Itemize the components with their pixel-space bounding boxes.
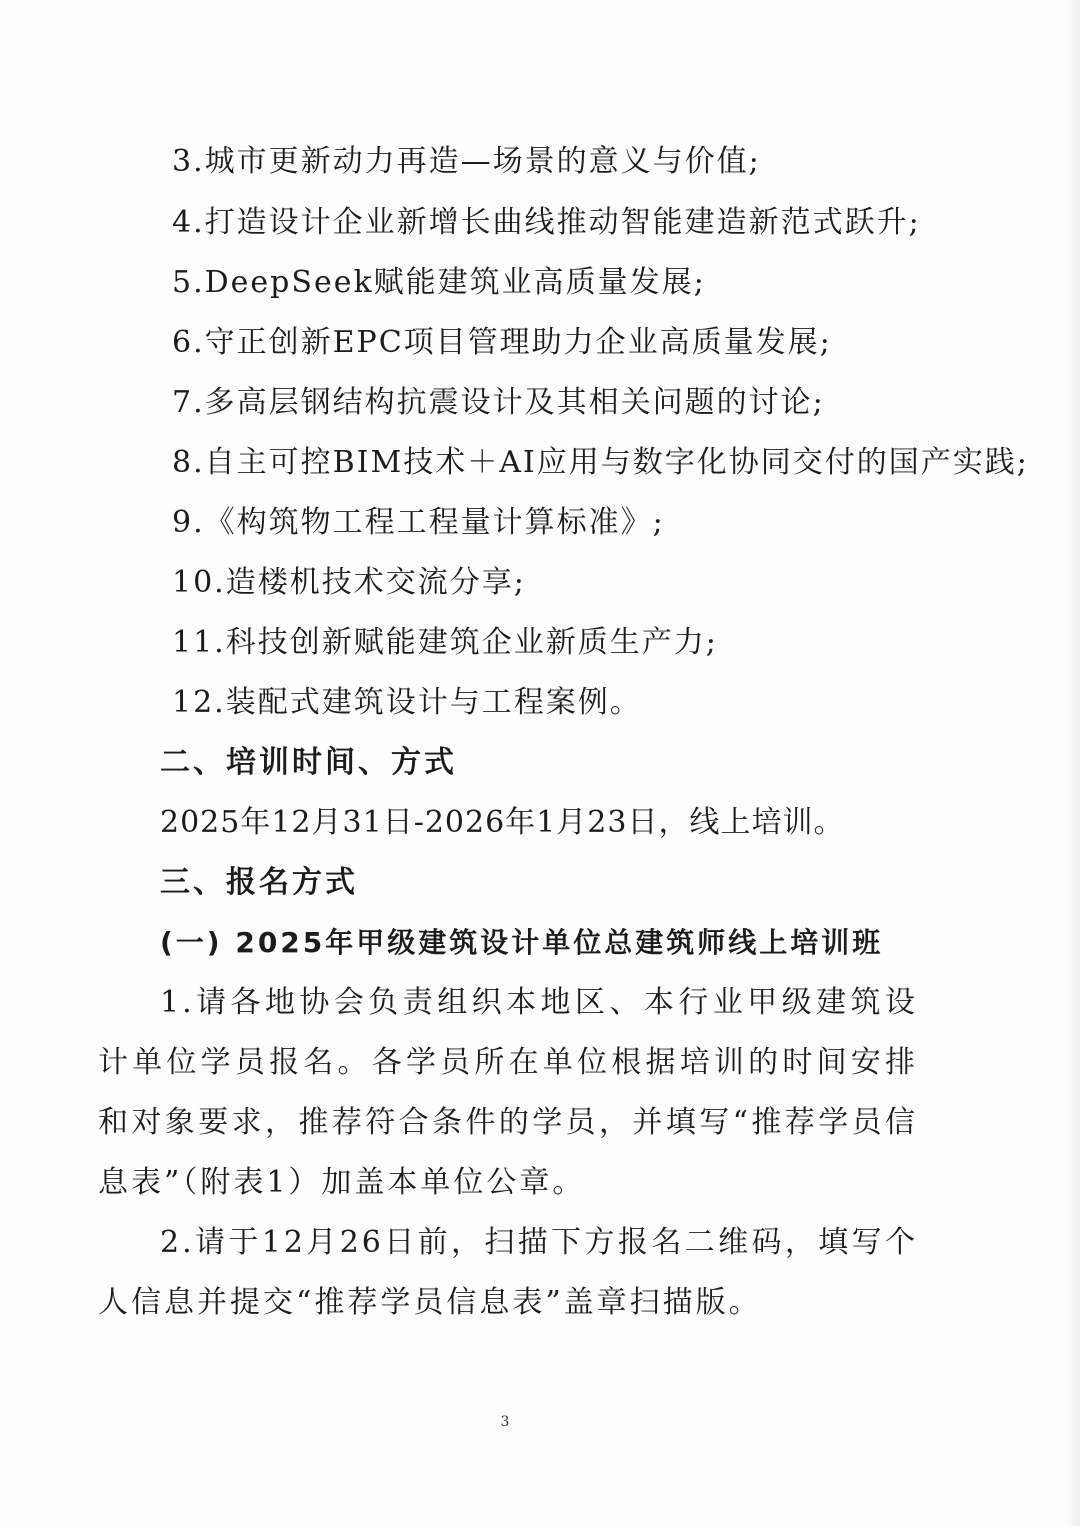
paragraph-registration-1: 1.请各地协会负责组织本地区、本行业甲级建筑设计单位学员报名。各学员所在单位根据培训的时间安排和对象要求，推荐符合条件的学员，并填写“推荐学员信息表”（附表1）加盖本单位公章。 bbox=[98, 985, 918, 1200]
list-item: 3.城市更新动力再造—场景的意义与价值; bbox=[172, 144, 761, 179]
list-item: 8.自主可控BIM技术＋AI应用与数字化协同交付的国产实践; bbox=[172, 445, 1029, 480]
list-item: 11.科技创新赋能建筑企业新质生产力; bbox=[172, 625, 718, 660]
section-heading-registration: 三、报名方式 bbox=[160, 865, 358, 900]
list-item: 6.守正创新EPC项目管理助力企业高质量发展; bbox=[172, 325, 832, 360]
list-item: 4.打造设计企业新增长曲线推动智能建造新范式跃升; bbox=[172, 205, 921, 240]
list-item: 7.多高层钢结构抗震设计及其相关问题的讨论; bbox=[172, 385, 825, 420]
list-item: 10.造楼机技术交流分享; bbox=[172, 565, 526, 600]
list-item: 9.《构筑物工程工程量计算标准》; bbox=[172, 505, 665, 540]
training-date-text: 2025年12月31日-2026年1月23日，线上培训。 bbox=[160, 805, 845, 840]
list-item: 12.装配式建筑设计与工程案例。 bbox=[172, 685, 642, 720]
section-heading-training-time: 二、培训时间、方式 bbox=[160, 745, 457, 780]
page-edge-shadow bbox=[1066, 0, 1080, 1526]
page-number: 3 bbox=[500, 1414, 510, 1430]
subsection-heading: (一) 2025年甲级建筑设计单位总建筑师线上培训班 bbox=[160, 926, 884, 959]
list-item: 5.DeepSeek赋能建筑业高质量发展; bbox=[172, 265, 706, 300]
paragraph-registration-2: 2.请于12月26日前，扫描下方报名二维码，填写个人信息并提交“推荐学员信息表”盖章扫描版。 bbox=[98, 1225, 918, 1320]
